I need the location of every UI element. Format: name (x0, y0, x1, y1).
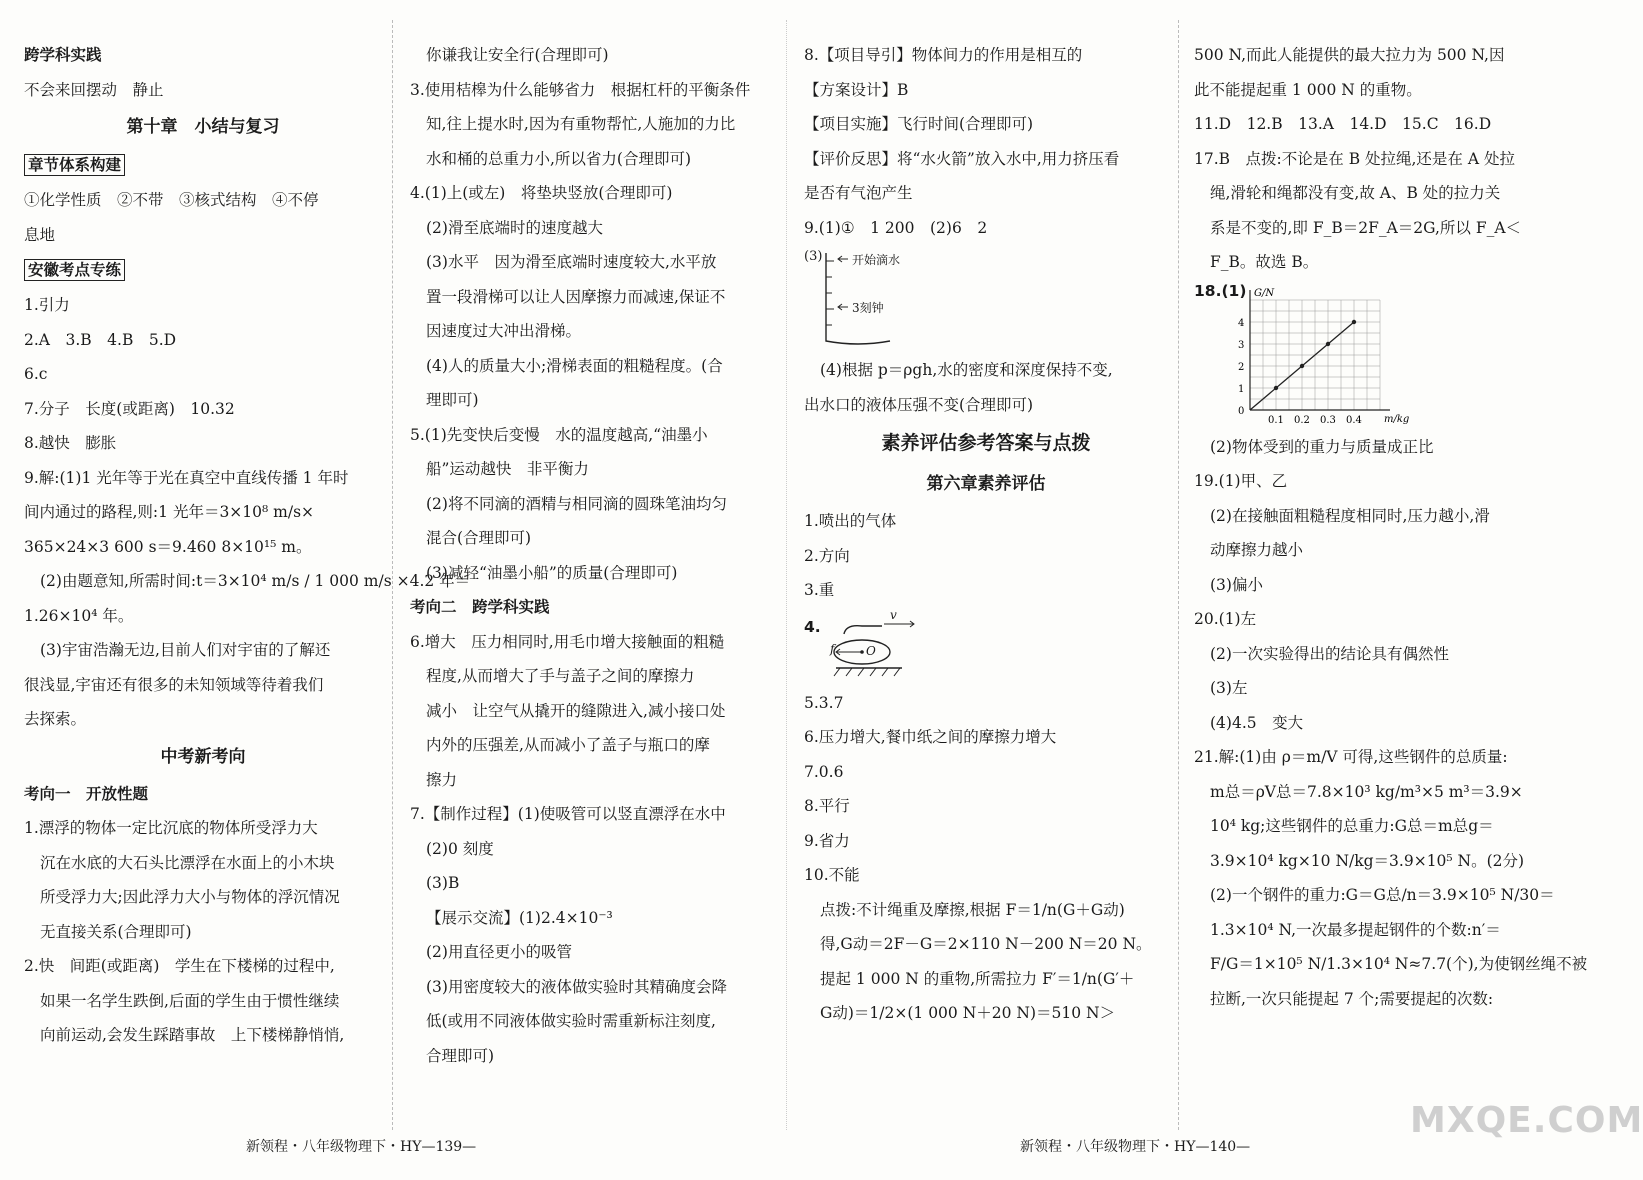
col1-line: 6.c (24, 365, 48, 383)
chart-svg (1230, 280, 1430, 430)
col3_top-line: 【评价反思】将“水火箭”放入水中,用力挤压看 (804, 149, 1120, 168)
col1-line: 无直接关系(合理即可) (40, 922, 192, 941)
section-box-heading: 安徽考点专练 (24, 259, 125, 281)
col2-line: (3)水平 因为滑至底端时速度较大,水平放 (426, 253, 717, 271)
col2-line: 内外的压强差,从而减小了盖子与瓶口的摩 (426, 736, 710, 754)
col2-line: 5.(1)先变快后变慢 水的温度越高,“油墨小 (410, 425, 708, 444)
y-tick-label: 4 (1238, 317, 1245, 329)
col2-line: 因速度过大冲出滑梯。 (426, 322, 582, 340)
col1-line: 所受浮力大;因此浮力大小与物体的浮沉情况 (40, 888, 340, 906)
col2-line: (2)将不同滴的酒精与相同滴的圆珠笔油均匀 (426, 494, 727, 513)
col4_bot-line: 3.9×10⁴ kg×10 N/kg＝3.9×10⁵ N。(2分) (1210, 851, 1525, 870)
col3_top-line: 【项目实施】飞行时间(合理即可) (804, 115, 1034, 133)
x-tick-label: 0.2 (1294, 414, 1310, 426)
col4_bot-line: F/G＝1×10⁵ N/1.3×10⁴ N≈7.7(个),为使钢丝绳不被 (1210, 955, 1588, 973)
col2-line: 水和桶的总重力小,所以省力(合理即可) (426, 149, 692, 168)
col2-line: 船”运动越快 非平衡力 (426, 460, 589, 478)
data-point (1352, 319, 1356, 323)
col2-line: 考向二 跨学科实践 (410, 598, 550, 616)
col3_bot-line: G动)＝1/2×(1 000 N＋20 N)＝510 N＞ (820, 1004, 1116, 1022)
x-tick-label: 0.3 (1320, 414, 1336, 426)
col2-line: 置一段滑梯可以让人因摩擦力而减速,保证不 (426, 287, 726, 306)
center-label: O (866, 643, 876, 658)
origin-label: 0 (1238, 405, 1245, 417)
col1-line: 沉在水底的大石头比漂浮在水面上的小木块 (40, 853, 335, 872)
q4-number: 4. (804, 617, 821, 636)
col4_bot-line: (3)偏小 (1210, 575, 1263, 594)
label-3-quarters: 3刻钟 (852, 301, 884, 315)
watermark: MXQE.COM (1410, 1100, 1643, 1141)
col4_bot-line: 10⁴ kg;这些钢件的总重力:G总＝m总g＝ (1210, 817, 1494, 835)
column-2 (410, 38, 774, 1073)
col2-line: 知,往上提水时,因为有重物帮忙,人施加的力比 (426, 115, 736, 133)
col1-line: 考向一 开放性题 (24, 784, 149, 803)
col1-line: 很浅显,宇宙还有很多的未知领域等待着我们 (24, 675, 324, 694)
col2-line: (2)滑至底端时的速度越大 (426, 218, 603, 237)
col2-line: (4)人的质量大小;滑梯表面的粗糙程度。(合 (426, 356, 723, 375)
column-divider-2 (786, 20, 787, 1130)
curling-stone-figure (804, 607, 1168, 682)
column-4 (1194, 38, 1588, 1016)
col2-line: 程度,从而增大了手与盖子之间的摩擦力 (426, 667, 695, 685)
col4_bot-line: (2)一次实验得出的结论具有偶然性 (1210, 644, 1449, 663)
col3_top-line: 【方案设计】B (804, 80, 909, 99)
velocity-label: v (890, 607, 897, 622)
col1-line: 9.解:(1)1 光年等于光在真空中直线传播 1 年时 (24, 468, 349, 487)
col4_top-line: 此不能提起重 1 000 N 的重物。 (1194, 80, 1422, 99)
col4_bot-line: m总＝ρV总＝7.8×10³ kg/m³×5 m³＝3.9× (1210, 782, 1523, 801)
col4_bot-line: 1.3×10⁴ N,一次最多提起钢件的个数:n′＝ (1210, 920, 1501, 939)
col1-line: 7.分子 长度(或距离) 10.32 (24, 399, 235, 418)
col1-line (24, 147, 382, 183)
col3_bot-line: 提起 1 000 N 的重物,所需拉力 F′＝1/n(G′＋ (820, 969, 1135, 988)
col2-line: 7.【制作过程】(1)使吸管可以竖直漂浮在水中 (410, 805, 726, 823)
column-divider-3 (1178, 20, 1179, 1130)
footer-right: 新领程・八年级物理下・HY—140— (1020, 1139, 1251, 1155)
col2-line: 3.使用桔槔为什么能够省力 根据杠杆的平衡条件 (410, 80, 751, 99)
col4-top (1194, 38, 1574, 280)
col2-line: (2)0 刻度 (426, 839, 494, 858)
col4_bot-line: 19.(1)甲、乙 (1194, 472, 1288, 490)
fig-label: (3) (804, 249, 823, 264)
col1-line (24, 252, 382, 288)
col3-bottom (804, 686, 1168, 1031)
col4_bot-line: 动摩擦力越小 (1210, 541, 1304, 559)
col3-top (804, 38, 1168, 245)
col2-line: (2)用直径更小的吸管 (426, 943, 572, 961)
col2-line: 理即可) (426, 391, 479, 409)
col1-line: 间内通过的路程,则:1 光年＝3×10⁸ m/s× (24, 503, 315, 521)
col1-line: 中考新考向 (160, 746, 246, 767)
col1-line: (2)由题意知,所需时间:t＝3×10⁴ m/s / 1 000 m/s ×4.2 年＝ (40, 572, 471, 590)
col2-line: 6.增大 压力相同时,用毛巾增大接触面的粗糙 (410, 632, 725, 651)
col4-bottom (1194, 430, 1588, 1017)
col4_bot-line: 拉断,一次只能提起 7 个;需要提起的次数: (1210, 989, 1494, 1008)
col3_mid-line: (4)根据 p＝ρgh,水的密度和深度保持不变, (820, 361, 1113, 379)
col3_mid-line: 第六章素养评估 (926, 474, 1046, 494)
col2-line: 4.(1)上(或左) 将垫块竖放(合理即可) (410, 184, 673, 202)
col1-line: 2.快 间距(或距离) 学生在下楼梯的过程中, (24, 957, 335, 975)
footer-left: 新领程・八年级物理下・HY—139— (246, 1139, 477, 1155)
label-start-drip: 开始滴水 (852, 253, 901, 267)
col2-line: (3)B (426, 874, 460, 892)
col3_bot-line: 点拨:不计绳重及摩擦,根据 F＝1/n(G＋G动) (820, 900, 1125, 919)
col4_bot-line: (2)在接触面粗糙程度相同时,压力越小,滑 (1210, 506, 1490, 525)
col1-line: 息地 (24, 225, 56, 244)
col1-line: 去探索。 (24, 710, 87, 728)
x-axis-label: m/kg (1384, 413, 1410, 425)
col3_mid-line: 素养评估参考答案与点拨 (881, 432, 1091, 454)
col3_mid-line: 2.方向 (804, 546, 850, 565)
data-point (1274, 385, 1278, 389)
y-tick-label: 3 (1238, 339, 1245, 351)
col3_bot-line: 得,G动＝2F－G＝2×110 N－200 N＝20 N。 (820, 935, 1152, 953)
col2-line: (3)减轻“油墨小船”的质量(合理即可) (426, 563, 678, 582)
col1-line: (3)宇宙浩瀚无边,目前人们对宇宙的了解还 (40, 641, 331, 659)
col3_top-line: 9.(1)① 1 200 (2)6 2 (804, 218, 988, 237)
col1-line: 8.越快 膨胀 (24, 434, 117, 452)
col3_bot-line: 9.省力 (804, 831, 850, 850)
col1-line: ①化学性质 ②不带 ③核式结构 ④不停 (24, 191, 319, 209)
col4_top-line: 系是不变的,即 F_B＝2F_A＝2G,所以 F_A＜ (1210, 218, 1522, 237)
section-box-heading: 章节体系构建 (24, 154, 125, 176)
data-point (1326, 341, 1330, 345)
col1-line: 1.引力 (24, 296, 70, 314)
col2-line: 【展示交流】(1)2.4×10⁻³ (426, 908, 613, 927)
col3_bot-line: 8.平行 (804, 797, 850, 815)
col3_bot-line: 10.不能 (804, 866, 860, 884)
col3_top-line: 是否有气泡产生 (804, 184, 913, 202)
friction-label: f (830, 641, 835, 656)
col2-line: 减小 让空气从撬开的缝隙进入,减小接口处 (426, 701, 726, 720)
col4_bot-line: (3)左 (1210, 679, 1248, 697)
col4_bot-line: (2)物体受到的重力与质量成正比 (1210, 437, 1434, 456)
col4_top-line: 11.D 12.B 13.A 14.D 15.C 16.D (1194, 115, 1492, 133)
x-tick-label: 0.1 (1268, 414, 1284, 426)
y-tick-label: 1 (1238, 383, 1245, 395)
col3_bot-line: 6.压力增大,餐巾纸之间的摩擦力增大 (804, 728, 1057, 746)
col3_bot-line: 7.0.6 (804, 762, 844, 781)
col1-line: 1.26×10⁴ 年。 (24, 606, 134, 625)
col4_bot-line: 21.解:(1)由 ρ＝m/V 可得,这些钢件的总质量: (1194, 748, 1508, 766)
col4_top-line: 绳,滑轮和绳都没有变,故 A、B 处的拉力关 (1210, 184, 1501, 202)
q18-number: 18.(1) (1194, 281, 1247, 300)
col2-line: 低(或用不同液体做实验时需重新标注刻度, (426, 1012, 716, 1030)
col3_mid-line: 出水口的液体压强不变(合理即可) (804, 395, 1034, 414)
col4_bot-line: (4)4.5 变大 (1210, 713, 1304, 732)
x-tick-label: 0.4 (1346, 414, 1362, 426)
col3_bot-line: 5.3.7 (804, 693, 844, 712)
y-axis-label: G/N (1254, 287, 1275, 299)
col2-line: 擦力 (426, 770, 458, 789)
col4_top-line: 17.B 点拨:不论是在 B 处拉绳,还是在 A 处拉 (1194, 149, 1515, 168)
curling-diagram (822, 612, 942, 682)
gravity-mass-chart (1194, 280, 1574, 430)
col3_top-line: 8.【项目导引】物体间力的作用是相互的 (804, 46, 1083, 64)
col1-line: 第十章 小结与复习 (126, 117, 280, 137)
col1-line: 向前运动,会发生踩踏事故 上下楼梯静悄悄, (40, 1026, 345, 1044)
col2-line: 合理即可) (426, 1046, 495, 1065)
col1-line: 365×24×3 600 s＝9.460 8×10¹⁵ m。 (24, 537, 312, 556)
col4_top-line: F_B。故选 B。 (1210, 253, 1319, 271)
col4_bot-line: (2)一个钢件的重力:G＝G总/n＝3.9×10⁵ N/30＝ (1210, 886, 1555, 904)
column-3 (804, 38, 1168, 1031)
col2-line: (3)用密度较大的液体做实验时其精确度会降 (426, 977, 727, 996)
col4_bot-line: 20.(1)左 (1194, 610, 1257, 628)
col1-line: 不会来回摆动 静止 (24, 80, 164, 99)
col1-line: 如果一名学生跌倒,后面的学生由于惯性继续 (40, 991, 340, 1010)
col3_mid-line: 1.喷出的气体 (804, 512, 897, 530)
col3_mid-line: 3.重 (804, 581, 835, 599)
y-tick-label: 2 (1238, 361, 1245, 373)
col4_top-line: 500 N,而此人能提供的最大拉力为 500 N,因 (1194, 46, 1505, 64)
col3-mid (804, 353, 1168, 608)
col1-line: 跨学科实践 (24, 46, 102, 64)
dripping-container-figure (804, 249, 1168, 349)
col1-line: 2.A 3.B 4.B 5.D (24, 330, 177, 349)
col2-line: 你谦我让安全行(合理即可) (426, 46, 609, 64)
col1-line: 1.漂浮的物体一定比沉底的物体所受浮力大 (24, 819, 318, 837)
col2-line: 混合(合理即可) (426, 529, 532, 547)
data-point (1300, 363, 1304, 367)
